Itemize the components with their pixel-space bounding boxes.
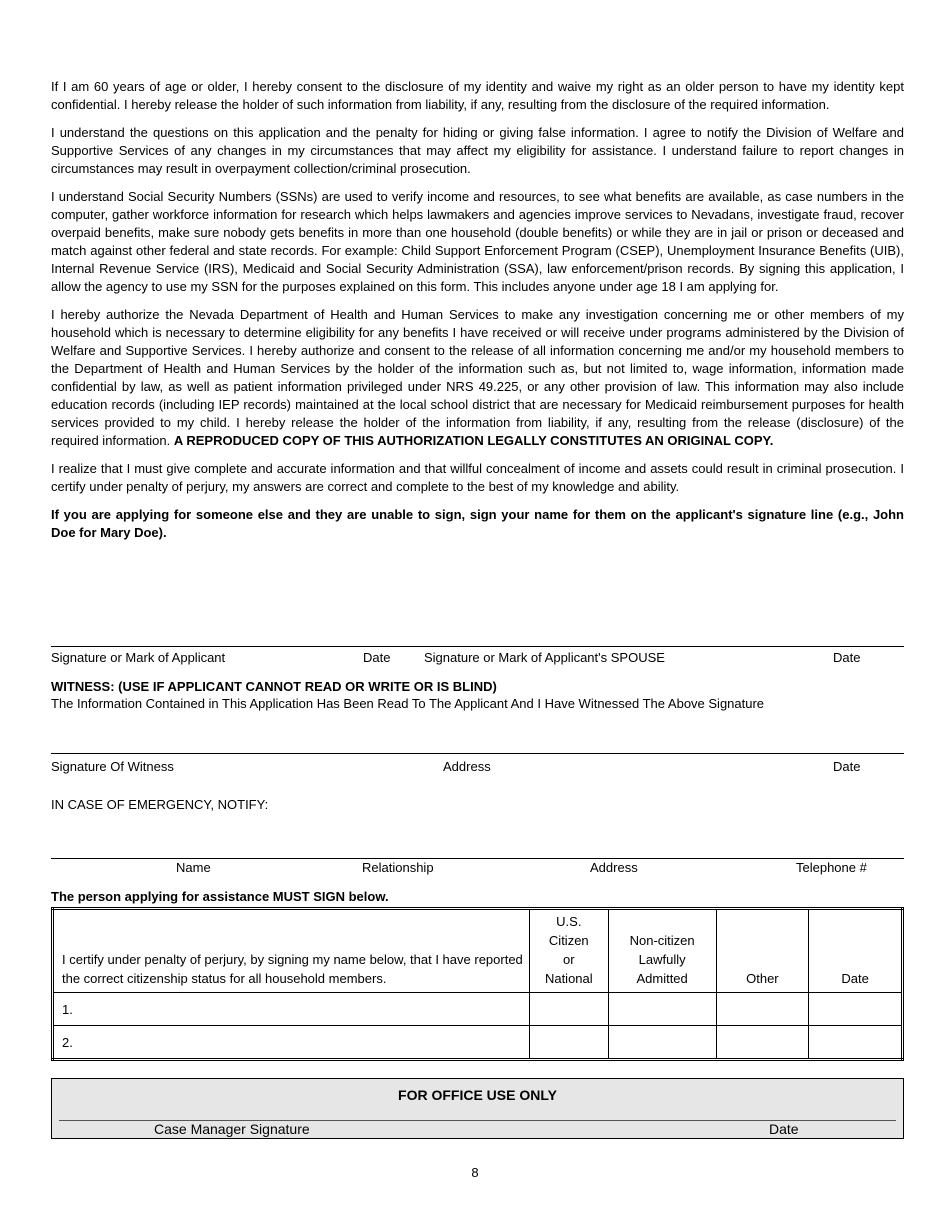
row-2-us-citizen-cell[interactable] [529, 1026, 608, 1060]
row-1-non-citizen-cell[interactable] [608, 993, 716, 1026]
applicant-signature-line[interactable] [51, 646, 904, 647]
row-2-date-cell[interactable] [809, 1026, 903, 1060]
authorization-paragraph [51, 306, 904, 450]
row-1-us-citizen-cell[interactable] [529, 993, 608, 1026]
must-sign-heading: The person applying for assistance MUST SIGN below. [51, 889, 389, 904]
us-citizen-header-line4: National [544, 971, 593, 986]
citizenship-table [51, 907, 904, 1061]
witness-signature-label: Signature Of Witness [51, 759, 174, 774]
reproduced-copy-notice: A REPRODUCED COPY OF THIS AUTHORIZATION LEGALLY CONSTITUTES AN ORIGINAL COPY. [173, 433, 774, 448]
row-2-non-citizen-cell[interactable] [608, 1026, 716, 1060]
non-citizen-header-line2: Lawfully [638, 952, 686, 967]
non-citizen-header-line1: Non-citizen [629, 933, 695, 948]
office-use-box [51, 1078, 904, 1139]
us-citizen-header [529, 909, 608, 993]
row-1-other-cell[interactable] [716, 993, 809, 1026]
spouse-signature-label: Signature or Mark of Applicant's SPOUSE [424, 650, 665, 665]
witness-address-label: Address [443, 759, 491, 774]
row-2-signature-cell[interactable]: 2. [53, 1026, 530, 1060]
penalty-notice: I understand the questions on this application and the penalty for hiding or giving false information. I agree to notify the Division of Welfare and Supportive Services of any changes in my circumstances that may affect my eligibility for assistance. I understand failure to report changes in circumstances may result in overpayment collection/criminal prosecution. [51, 125, 904, 176]
us-citizen-header-line2: Citizen [548, 933, 589, 948]
legal-text [51, 78, 904, 552]
perjury-certification: I realize that I must give complete and accurate information and that willful concealment of income and assets could result in criminal prosecution. I certify under penalty of perjury, my answers are correct and complete to the best of my knowledge and ability. [51, 461, 904, 494]
emergency-heading: IN CASE OF EMERGENCY, NOTIFY: [51, 797, 269, 812]
emergency-relationship-label: Relationship [362, 860, 434, 875]
table-row [53, 1026, 903, 1060]
us-citizen-header-line1: U.S. [556, 914, 582, 929]
spouse-date-label: Date [833, 650, 861, 665]
us-citizen-header-line3: or [563, 952, 575, 967]
emergency-telephone-label: Telephone # [796, 860, 867, 875]
witness-heading: WITNESS: (USE IF APPLICANT CANNOT READ OR WRITE OR IS BLIND) [51, 679, 497, 694]
witness-signature-line[interactable] [51, 753, 904, 754]
emergency-name-label: Name [176, 860, 211, 875]
row-1-signature-cell[interactable]: 1. [53, 993, 530, 1026]
case-manager-signature-label: Case Manager Signature [154, 1121, 310, 1137]
emergency-address-label: Address [590, 860, 638, 875]
citizenship-header-row [53, 909, 903, 993]
page-number: 8 [471, 1165, 479, 1180]
row-2-other-cell[interactable] [716, 1026, 809, 1060]
office-use-title: FOR OFFICE USE ONLY [398, 1087, 557, 1103]
authorization-text: I hereby authorize the Nevada Department of Health and Human Services to make any investigation concerning me or other members of my household which is necessary to determine eligibility for any benefits I have received or will receive under programs administered by the Division of Welfare and Supportive Services. I hereby authorize and consent to the release of all information concerning me and/or my household members to the Department of Health and Human Services by the holder of the information such as, but not limited to, wage information, information made confidential by law, as well as patient information privileged under NRS 49.225, or any other provision of law. This information may also include education records (including IEP records) maintained at the local school district that are necessary for Medicaid reimbursement purposes for health services provided to my child. I hereby release the holder of the information from liability, if any, resulting from the release (disclosure) of the required information. [51, 307, 904, 448]
applicant-date-label: Date [363, 650, 391, 665]
applicant-signature-label: Signature or Mark of Applicant [51, 650, 226, 665]
other-header: Other [716, 909, 809, 993]
ssn-notice: I understand Social Security Numbers (SSNs) are used to verify income and resources, to see what benefits are available, as case numbers in the computer, gather workforce information for research which helps lawmakers and agencies improve services to Nevadans, investigate fraud, recover overpaid benefits, make sure nobody gets benefits in more than one household (double benefits) or while they are in jail or prison or deceased and match against other federal and state records. For example: Child Support Enforcement Program (CSEP), Unemployment Insurance Benefits (UIB), Internal Revenue Service (IRS), Medicaid and Social Security Administration (SSA), law enforcement/prison records. By signing this application, I allow the agency to use my SSN for the purposes explained on this form. This includes anyone under age 18 I am applying for. [51, 189, 904, 294]
table-row [53, 993, 903, 1026]
certify-statement: I certify under penalty of perjury, by signing my name below, that I have reported the correct citizenship status for all household members. [53, 909, 530, 993]
non-citizen-header [608, 909, 716, 993]
non-citizen-header-line3: Admitted [636, 971, 688, 986]
witness-statement: The Information Contained in This Application Has Been Read To The Applicant And I Have Witnessed The Above Signature [51, 696, 765, 711]
date-header: Date [809, 909, 903, 993]
witness-date-label: Date [833, 759, 861, 774]
signing-for-someone-else: If you are applying for someone else and they are unable to sign, sign your name for them on the applicant's signature line (e.g., John Doe for Mary Doe). [51, 507, 904, 540]
older-person-consent: If I am 60 years of age or older, I hereby consent to the disclosure of my identity and waive my right as an older person to have my identity kept confidential. I hereby release the holder of such information from liability, if any, resulting from the disclosure of the required information. [51, 79, 904, 112]
emergency-contact-line[interactable] [51, 858, 904, 859]
row-1-date-cell[interactable] [809, 993, 903, 1026]
office-date-label: Date [769, 1121, 799, 1137]
